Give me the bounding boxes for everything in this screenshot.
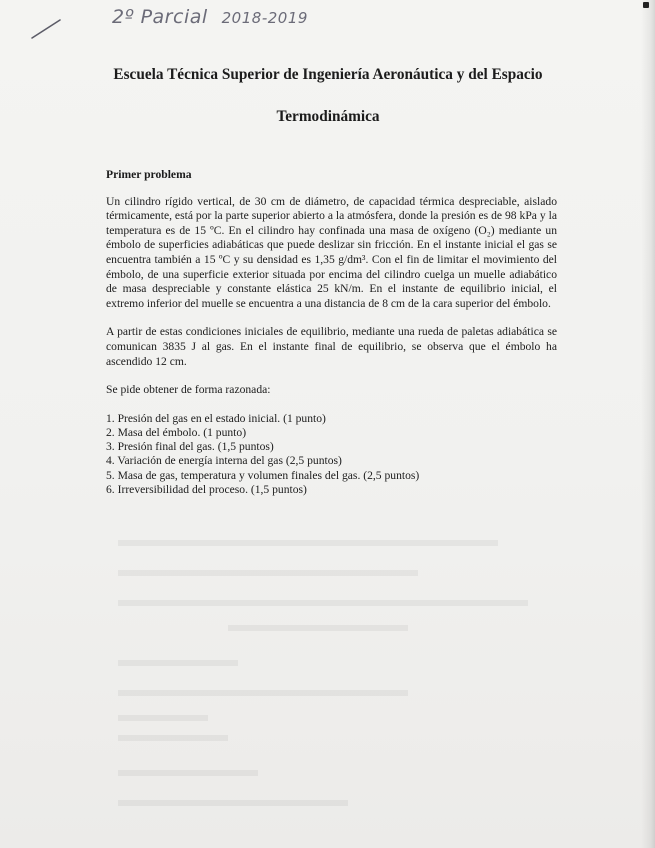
title-block <box>108 66 548 126</box>
question-item: 3. Presión final del gas. (1,5 puntos) <box>106 440 274 454</box>
subject-title: Termodinámica <box>276 108 380 125</box>
handwritten-note <box>112 6 308 28</box>
question-item: 4. Variación de energía interna del gas (2,5 puntos) <box>106 454 342 468</box>
handwritten-note-text: 2º Parcial <box>112 6 208 28</box>
problem-paragraph-1: Un cilindro rígido vertical, de 30 cm de diámetro, de capacidad térmica despreciable, aislado térmicamente, está por la parte superior abierto a la atmósfera, donde la presión es de 98 kPa y la temperatura es de 15 ºC. En el cilindro hay confinada una masa de oxígeno (O₂) mediante un émbolo de superficies adiabáticas que puede deslizar sin fricción. En el instante inicial el gas se encuentra también a 15 ºC y su densidad es 1,35 g/dm³. Con el fin de limitar el movimiento del émbolo, de una superficie exterior situada por encima del cilindro cuelga un muelle adiabático de masa despreciable y constante elástica 25 kN/m. En el instante de equilibrio inicial, el extremo inferior del muelle se encuentra a una distancia de 8 cm de la cara superior del émbolo. <box>106 194 557 310</box>
problem-title: Primer problema <box>106 168 192 181</box>
question-intro: Se pide obtener de forma razonada: <box>106 383 271 397</box>
question-item: 2. Masa del émbolo. (1 punto) <box>106 425 247 439</box>
pen-stroke-mark <box>0 0 120 50</box>
question-item: 5. Masa de gas, temperatura y volumen finales del gas. (2,5 puntos) <box>106 468 420 482</box>
handwritten-note-year: 2018-2019 <box>221 9 308 27</box>
school-title: Escuela Técnica Superior de Ingeniería Aeronáutica y del Espacio <box>113 66 543 83</box>
question-list <box>106 412 557 497</box>
problem-section <box>106 168 557 497</box>
page-edge-shadow <box>641 0 655 848</box>
question-item: 1. Presión del gas en el estado inicial. (1 punto) <box>106 411 326 425</box>
question-item: 6. Irreversibilidad del proceso. (1,5 puntos) <box>106 482 307 496</box>
corner-mark <box>643 2 649 8</box>
bleed-through-shadow <box>108 530 548 830</box>
problem-paragraph-2: A partir de estas condiciones iniciales de equilibrio, mediante una rueda de paletas adiabática se comunican 3835 J al gas. En el instante final de equilibrio, se observa que el émbolo ha ascendido 12 cm. <box>106 325 557 368</box>
